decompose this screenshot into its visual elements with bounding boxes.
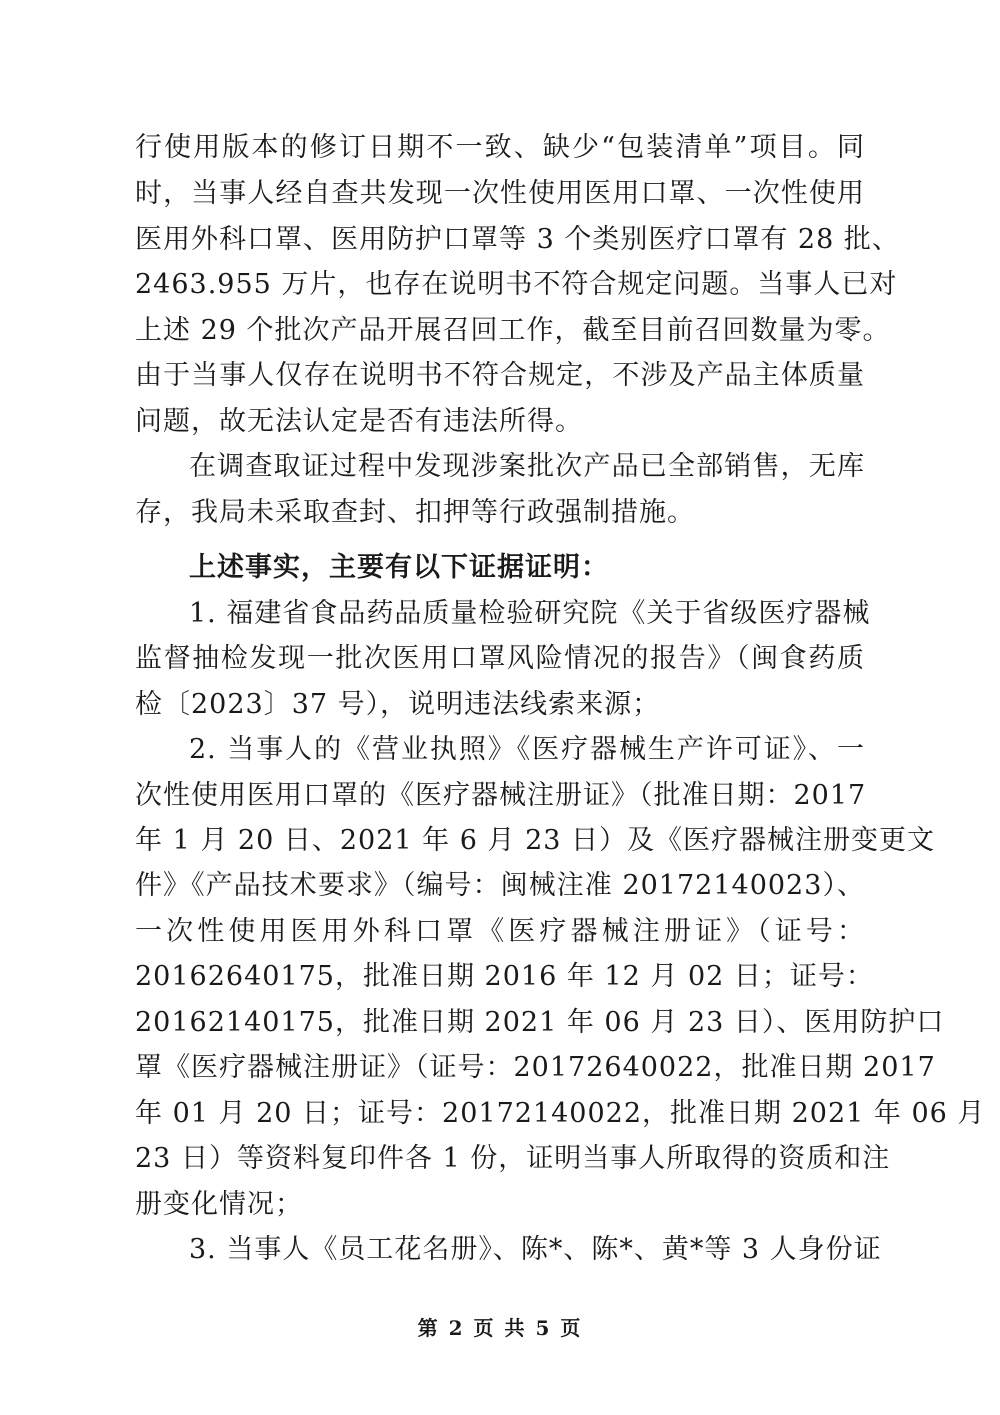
text-line: 上述 29 个批次产品开展召回工作，截至目前召回数量为零。 [135,315,891,346]
text-line: 20162640175，批准日期 2016 年 12 月 02 日；证号： [135,961,874,992]
text-line: 存，我局未采取查封、扣押等行政强制措施。 [135,497,695,528]
text-line: 由于当事人仅存在说明书不符合规定，不涉及产品主体质量 [135,360,865,391]
text-line: 行使用版本的修订日期不一致、缺少“包装清单”项目。同 [135,132,865,163]
text-line: 3. 当事人《员工花名册》、陈*、陈*、黄*等 3 人身份证 [189,1234,882,1265]
page-number-footer: 第 2 页 共 5 页 [417,1316,583,1340]
text-line: 医用外科口罩、医用防护口罩等 3 个类别医疗口罩有 28 批、 [135,224,900,255]
text-line: 罩《医疗器械注册证》（证号：20172640022，批准日期 2017 [135,1052,936,1083]
text-line: 问题，故无法认定是否有违法所得。 [135,406,583,437]
text-line: 检〔2023〕37 号），说明违法线索来源； [135,689,661,720]
text-line: 23 日）等资料复印件各 1 份，证明当事人所取得的资质和注 [135,1143,891,1174]
text-line: 2463.955 万片，也存在说明书不符合规定问题。当事人已对 [135,269,898,300]
text-line: 在调查取证过程中发现涉案批次产品已全部销售，无库 [189,451,865,482]
text-line: 时，当事人经自查共发现一次性使用医用口罩、一次性使用 [135,178,865,209]
text-line: 2. 当事人的《营业执照》《医疗器械生产许可证》、一 [189,734,865,765]
section-heading: 上述事实，主要有以下证据证明： [189,552,609,583]
text-line: 监督抽检发现一批次医用口罩风险情况的报告》（闽食药质 [135,643,865,674]
text-line: 一次性使用医用外科口罩《医疗器械注册证》（证号： [135,916,865,947]
text-line: 年 01 月 20 日；证号：20172140022，批准日期 2021 年 06 月 [135,1098,986,1129]
text-line: 年 1 月 20 日、2021 年 6 月 23 日）及《医疗器械注册变更文 [135,825,936,856]
text-line: 次性使用医用口罩的《医疗器械注册证》（批准日期：2017 [135,780,867,811]
text-line: 1. 福建省食品药品质量检验研究院《关于省级医疗器械 [189,598,871,629]
text-line: 册变化情况； [135,1189,303,1220]
text-line: 件》《产品技术要求》（编号：闽械注准 20172140023）、 [135,870,865,901]
text-line: 20162140175，批准日期 2021 年 06 月 23 日）、医用防护口 [135,1007,945,1038]
